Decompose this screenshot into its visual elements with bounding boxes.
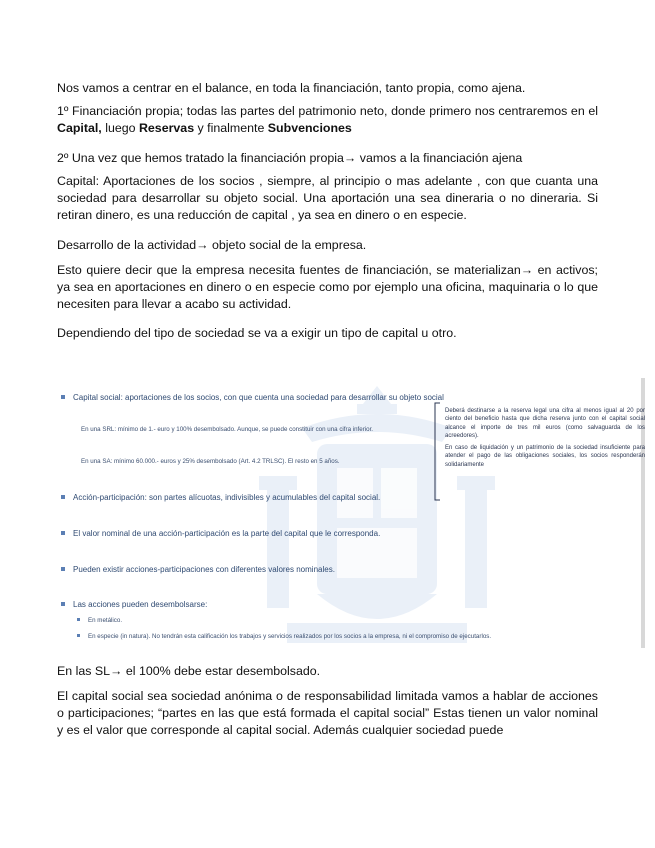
slide-sub-especie <box>77 632 491 641</box>
sub-bullet-marker-icon <box>77 634 80 637</box>
slide-side-note-reserva: Deberá destinarse a la reserva legal una cifra al menos igual al 20 por ciento del beneficio hasta que dicha reserva junto con el capital social alcance el importe de tres mil euros (como salvaguarda de los acreedores). <box>445 408 645 439</box>
slide-sub-metalico <box>77 616 122 625</box>
paragraph-financiacion-ajena: 2º Una vez que hemos tratado la financiación propia→ vamos a la financiación ajena <box>57 151 523 165</box>
slide-srl-text: En una SRL: mínimo de 1.- euro y 100% desembolsado. Aunque, se puede constituir con una cifra inferior. <box>81 426 374 433</box>
paragraph-intro: Nos vamos a centrar en el balance, en toda la financiación, tanto propia, como ajena. <box>57 81 526 95</box>
bullet-text: Las acciones pueden desembolsarse: <box>73 600 208 609</box>
bullet-marker-icon <box>61 495 65 499</box>
bullet-marker-icon <box>61 531 65 535</box>
paragraph-desarrollo: Desarrollo de la actividad→ objeto social de la empresa. <box>57 238 367 252</box>
paragraph-financiacion-propia <box>57 103 598 137</box>
p2-text-b: luego <box>101 121 139 135</box>
p2-subvenciones: Subvenciones <box>267 121 352 135</box>
slide-bullet-desembolso <box>61 599 207 610</box>
bullet-text: El valor nominal de una acción-participación es la parte del capital que le corresponda. <box>73 529 381 538</box>
bullet-text: Acción-participación: son partes alícuotas, indivisibles y acumulables del capital social. <box>73 493 381 502</box>
paragraph-financiacion-fuentes: Esto quiere decir que la empresa necesita fuentes de financiación, se materializan→ en activos; ya sea en aportaciones en dinero o en especie como por ejemplo una oficina, maquinaria o lo que necesiten para llevar a acabo su actividad. <box>57 263 598 311</box>
p2-text-a: 1º Financiación propia; todas las partes del patrimonio neto, donde primero nos centraremos en el <box>57 104 598 118</box>
slide-image <box>57 378 645 648</box>
paragraph-capital-social: El capital social sea sociedad anónima o de responsabilidad limitada vamos a hablar de acciones o participaciones; “partes en las que está formada el capital social” Estas tienen un valor nominal y es el valor que corresponde al capital social. Además cualquier sociedad puede <box>57 689 598 737</box>
p2-capital: Capital, <box>57 121 102 135</box>
paragraph-sl-desembolso: En las SL→ el 100% debe estar desembolsado. <box>57 664 321 678</box>
slide-bullet-capital-social <box>61 392 444 403</box>
slide-side-note-liquidacion: En caso de liquidación y un patrimonio de la sociedad insuficiente para atender el pago de las obligaciones sociales, los socios responderán solidariamente <box>445 445 645 468</box>
slide-bullet-accion-participacion <box>61 492 380 503</box>
slide-sa-text: En una SA: mínimo 60.000.- euros y 25% desembolsado (Art. 4.2 TRLSC). El resto en 5 años. <box>81 458 340 465</box>
paragraph-tipo-sociedad: Dependiendo del tipo de sociedad se va a exigir un tipo de capital u otro. <box>57 326 457 340</box>
sub-bullet-marker-icon <box>77 618 80 621</box>
bullet-marker-icon <box>61 602 65 606</box>
p2-text-c: y finalmente <box>194 121 268 135</box>
bullet-marker-icon <box>61 567 65 571</box>
bullet-text: Pueden existir acciones-participaciones con diferentes valores nominales. <box>73 565 335 574</box>
brace-icon <box>431 402 441 502</box>
p2-reservas: Reservas <box>138 121 195 135</box>
slide-bullet-diferentes-valores <box>61 564 335 575</box>
bullet-text: Capital social: aportaciones de los socios, con que cuenta una sociedad para desarrollar su objeto social <box>73 393 444 402</box>
bullet-marker-icon <box>61 395 65 399</box>
slide-bullet-valor-nominal <box>61 528 380 539</box>
paragraph-capital: Capital: Aportaciones de los socios , siempre, al principio o mas adelante , con que cuanta una sociedad para desarrollar su objeto social. Una aportación una sea dineraria o no dineraria. Si retiran dinero, es una reducción de capital , ya sea en dinero o en especie. <box>57 174 598 222</box>
sub-bullet-text: En especie (in natura). No tendrán esta calificación los trabajos y servicios realizados por los socios a la empresa, ni el compromiso de ejecutarlos. <box>88 633 492 640</box>
sub-bullet-text: En metálico. <box>88 617 123 624</box>
